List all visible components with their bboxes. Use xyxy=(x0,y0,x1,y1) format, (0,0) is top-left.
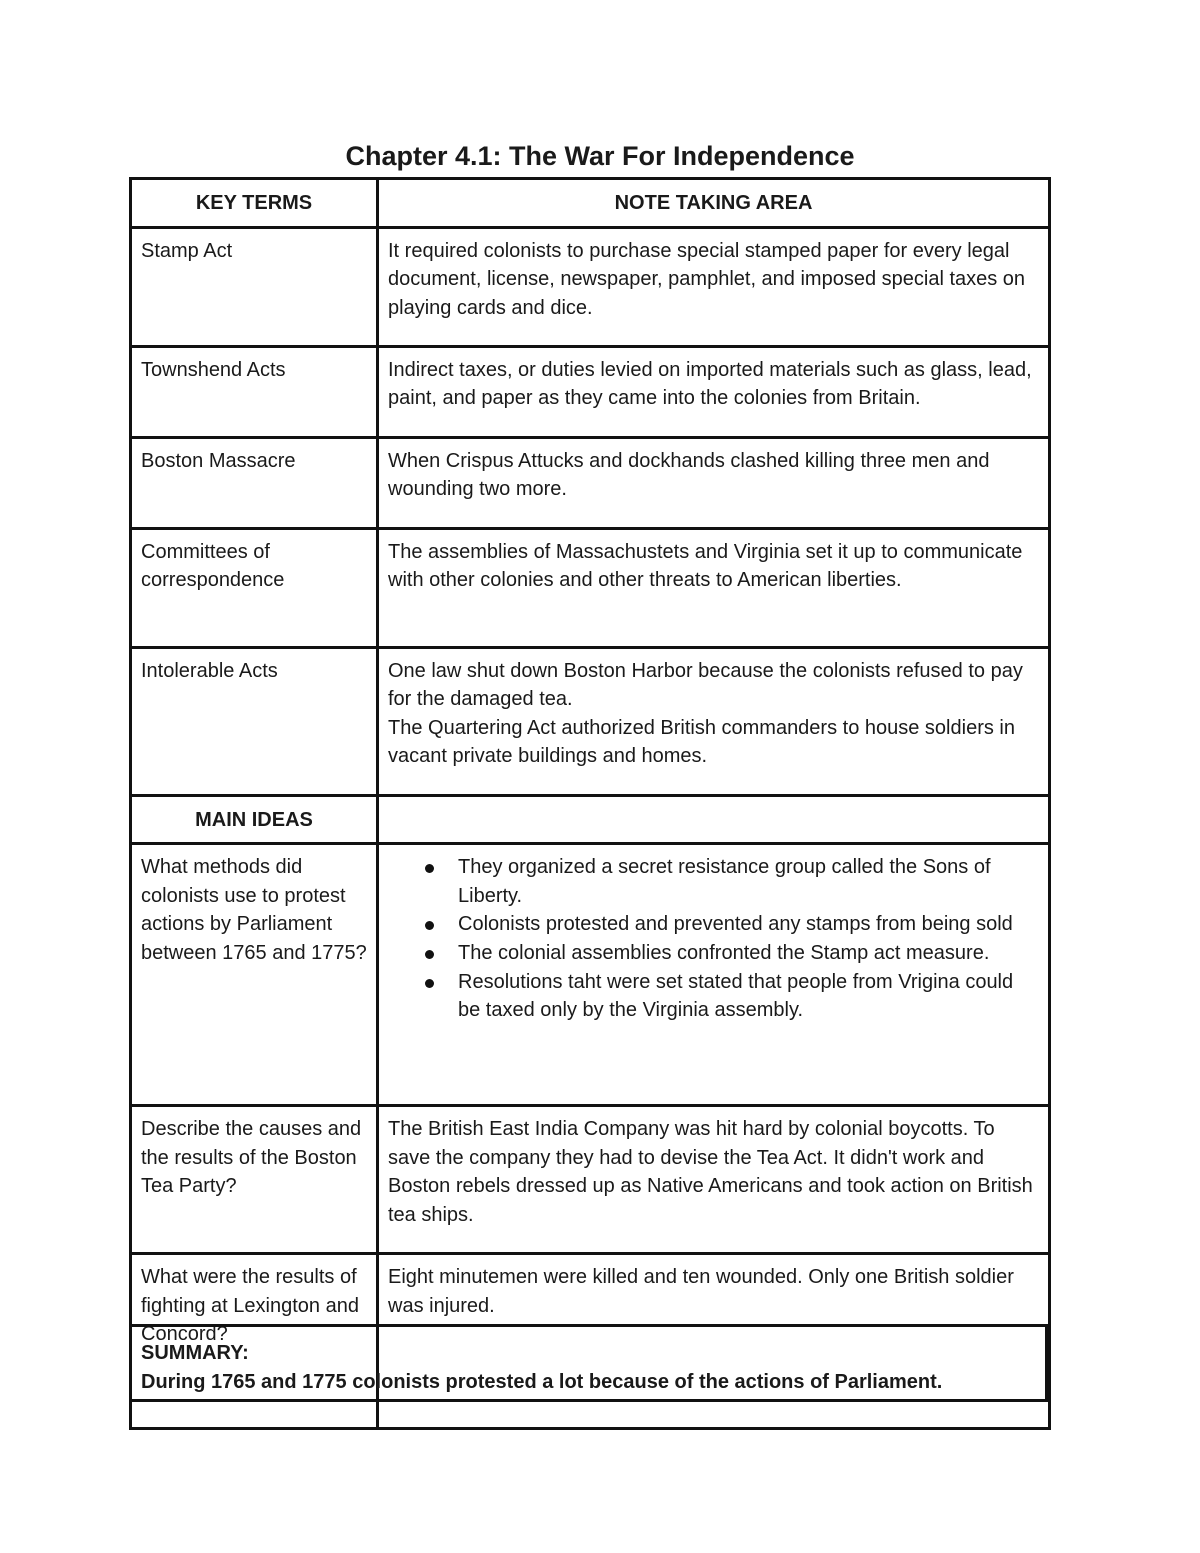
answer-cell: Eight minutemen were killed and ten wounded. Only one British soldier was injured. xyxy=(378,1254,1050,1429)
question-cell: Describe the causes and the results of the Boston Tea Party? xyxy=(131,1106,378,1254)
table-row xyxy=(131,1106,1050,1254)
notes-table xyxy=(129,177,1051,1430)
table-row xyxy=(131,227,1050,346)
answer-cell xyxy=(378,844,1050,1106)
note-cell: The assemblies of Massachustets and Virginia set it up to communicate with other colonies and other threats to American liberties. xyxy=(378,528,1050,647)
key-terms-header: KEY TERMS xyxy=(131,179,378,228)
term-cell: Committees of correspondence xyxy=(131,528,378,647)
summary-box xyxy=(129,1324,1048,1402)
summary-label: SUMMARY: xyxy=(141,1342,249,1364)
main-ideas-header-row xyxy=(131,795,1050,844)
list-item: The colonial assemblies confronted the Stamp act measure. xyxy=(458,939,1039,968)
term-cell: Boston Massacre xyxy=(131,437,378,528)
table-row xyxy=(131,528,1050,647)
summary-text: During 1765 and 1775 colonists protested a lot because of the actions of Parliament. xyxy=(141,1370,943,1393)
table-row xyxy=(131,437,1050,528)
question-cell: What were the results of fighting at Lexington and Concord? xyxy=(131,1254,378,1429)
table-row xyxy=(131,844,1050,1106)
table-header-row xyxy=(131,179,1050,228)
table-row xyxy=(131,346,1050,437)
term-cell: Intolerable Acts xyxy=(131,647,378,795)
note-taking-header: NOTE TAKING AREA xyxy=(378,179,1050,228)
summary-content xyxy=(132,1327,1045,1396)
note-line: The Quartering Act authorized British commanders to house soldiers in vacant private buildings and homes. xyxy=(388,716,1015,768)
table-row xyxy=(131,647,1050,795)
note-cell: Indirect taxes, or duties levied on imported materials such as glass, lead, paint, and paper as they came into the colonies from Britain. xyxy=(378,346,1050,437)
bullet-list xyxy=(388,853,1039,1025)
page-title: Chapter 4.1: The War For Independence xyxy=(345,141,855,171)
note-line: One law shut down Boston Harbor because the colonists refused to pay for the damaged tea. xyxy=(388,659,1023,711)
list-item: They organized a secret resistance group called the Sons of Liberty. xyxy=(458,853,1039,910)
note-cell: When Crispus Attucks and dockhands clashed killing three men and wounding two more. xyxy=(378,437,1050,528)
list-item: Resolutions taht were set stated that people from Vrigina could be taxed only by the Virginia assembly. xyxy=(458,968,1039,1025)
main-ideas-header: MAIN IDEAS xyxy=(131,795,378,844)
question-cell: What methods did colonists use to protest actions by Parliament between 1765 and 1775? xyxy=(131,844,378,1106)
note-cell xyxy=(378,647,1050,795)
term-cell: Townshend Acts xyxy=(131,346,378,437)
answer-cell: The British East India Company was hit hard by colonial boycotts. To save the company they had to devise the Tea Act. It didn't work and Boston rebels dressed up as Native Americans and took action on British tea ships. xyxy=(378,1106,1050,1254)
list-item: Colonists protested and prevented any stamps from being sold xyxy=(458,910,1039,939)
note-cell: It required colonists to purchase special stamped paper for every legal document, license, newspaper, pamphlet, and imposed special taxes on playing cards and dice. xyxy=(378,227,1050,346)
main-ideas-notes-header xyxy=(378,795,1050,844)
term-cell: Stamp Act xyxy=(131,227,378,346)
